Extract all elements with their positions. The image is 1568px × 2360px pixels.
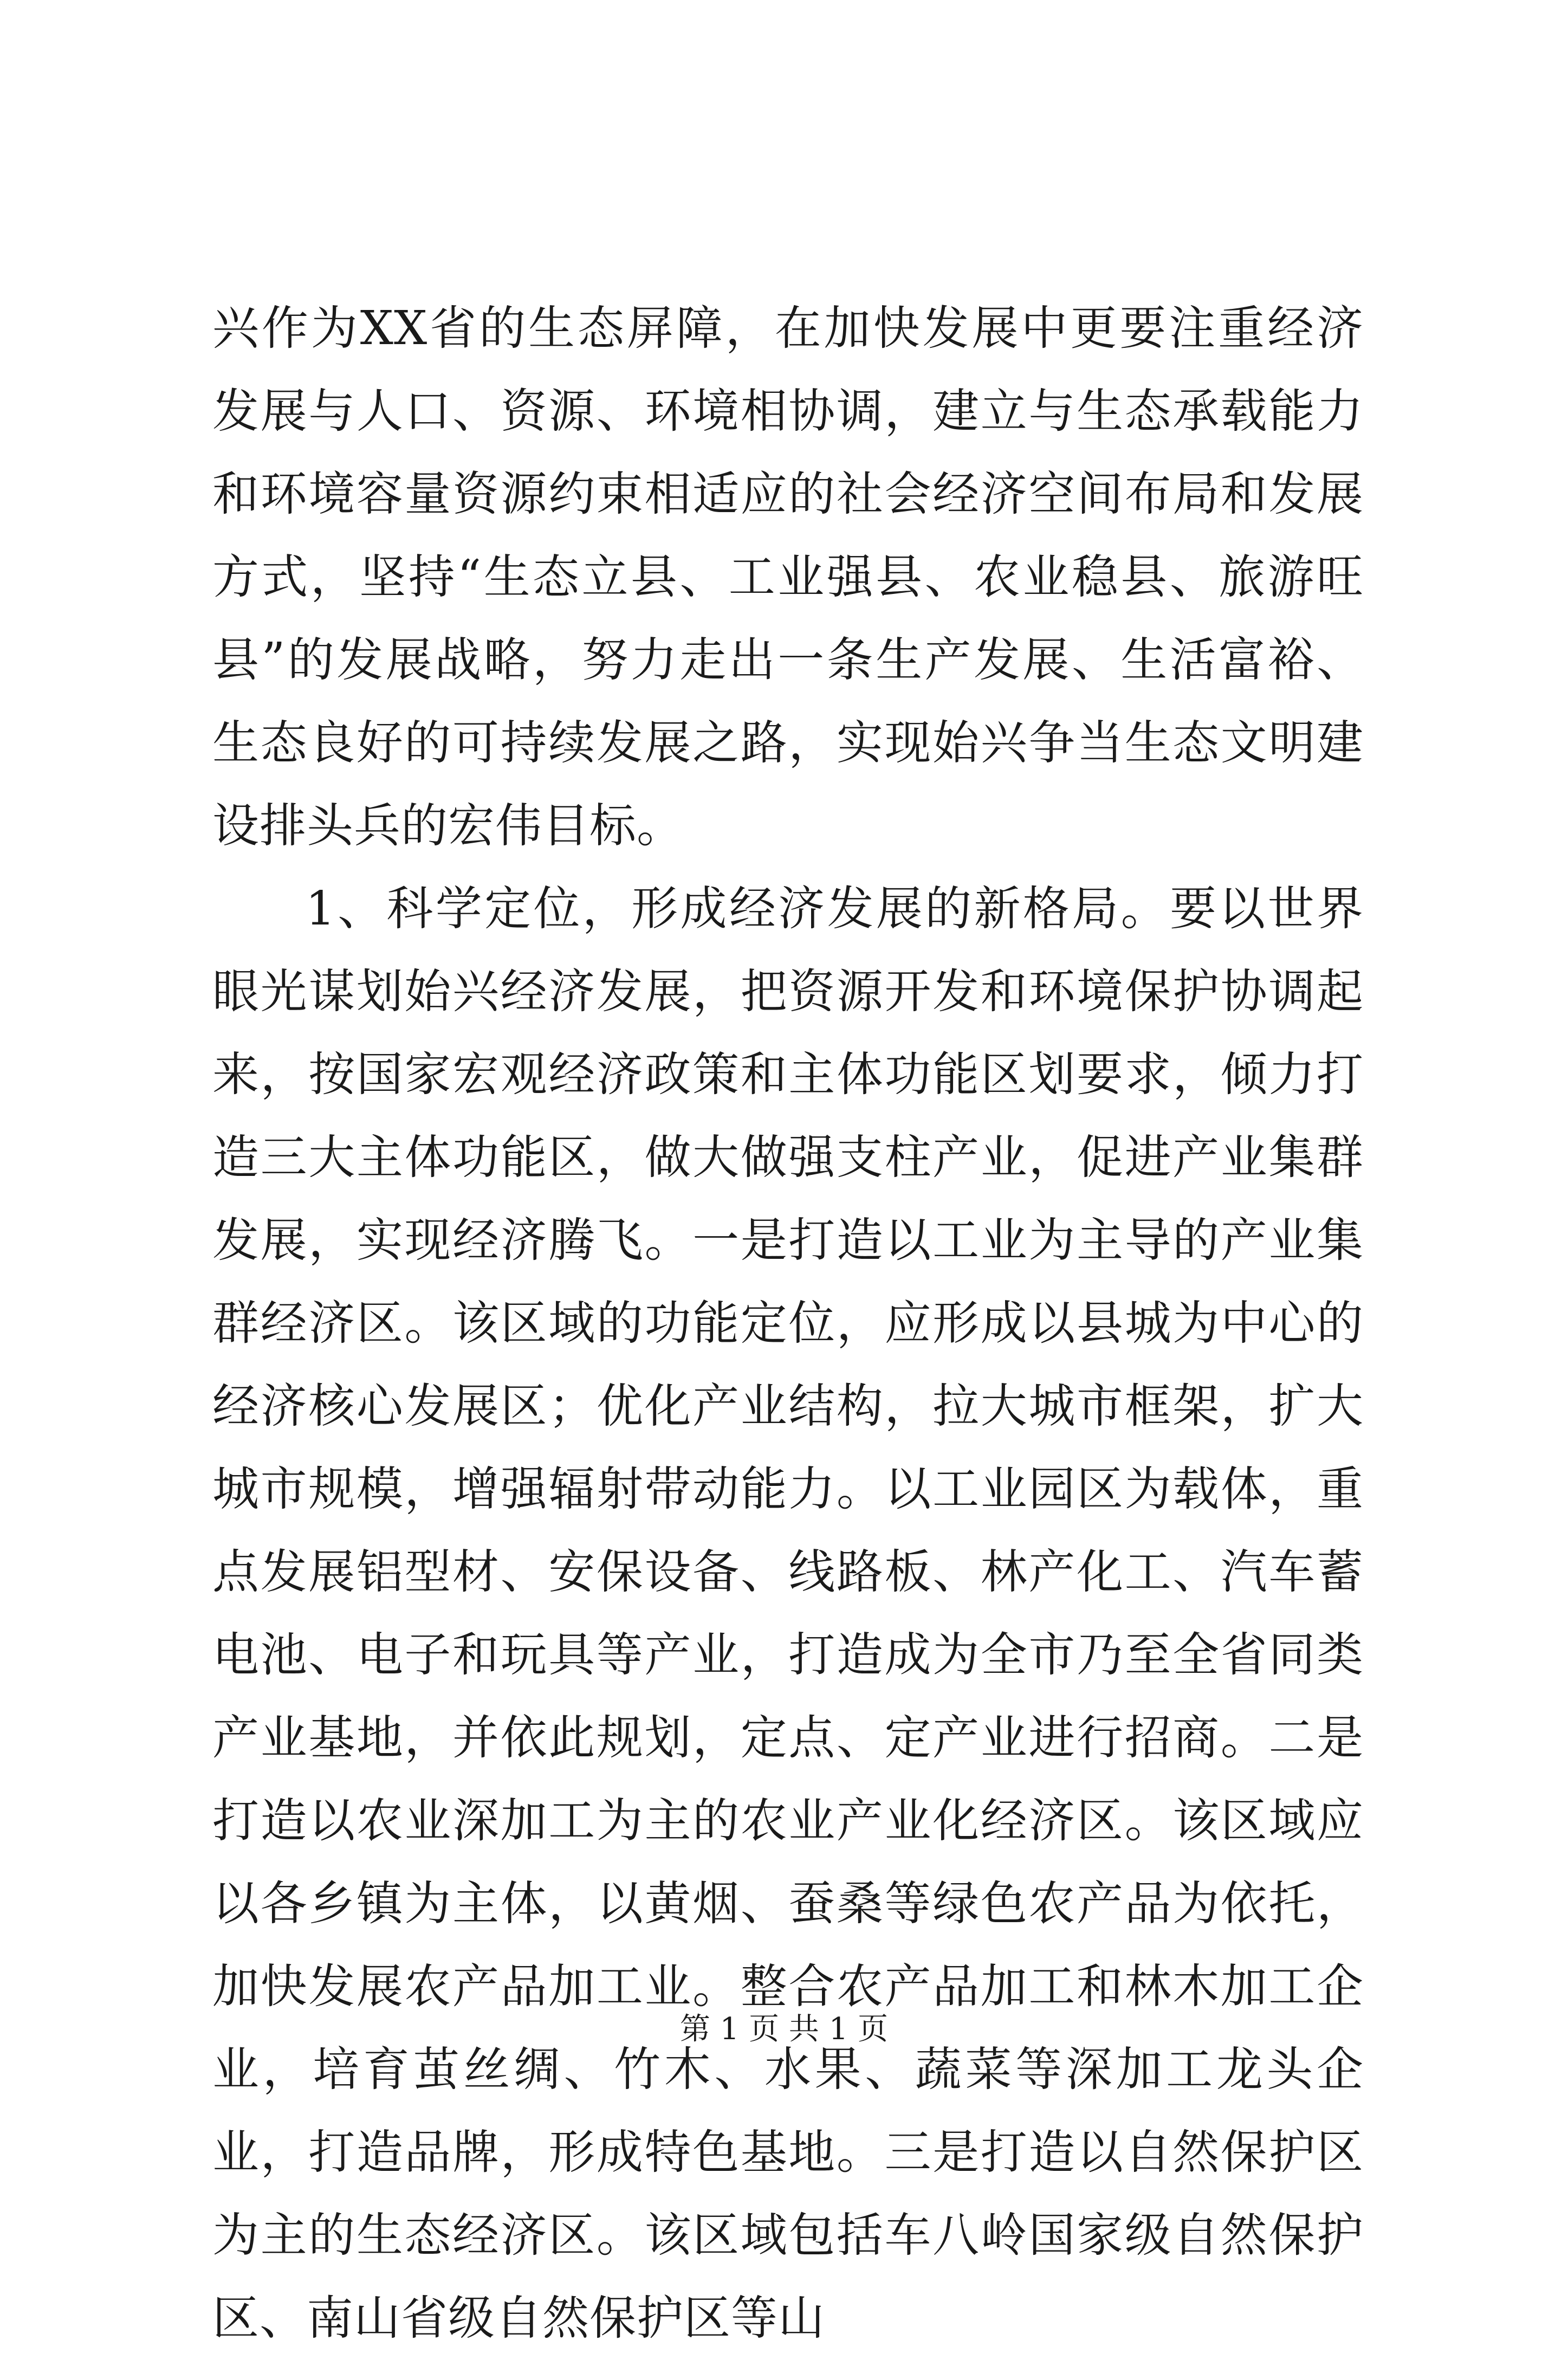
page-number-footer: 第 1 页 共 1 页 xyxy=(679,2012,889,2047)
paragraph-section-1: 1、科学定位，形成经济发展的新格局。要以世界眼光谋划始兴经济发展，把资源开发和环境保护协调起来，按国家宏观经济政策和主体功能区划要求，倾力打造三大主体功能区，做大做强支柱产业，促进产业集群发展，实现经济腾飞。一是打造以工业为主导的产业集群经济区。该区域的功能定位，应形成以县城为中心的经济核心发展区；优化产业结构，拉大城市框架，扩大城市规模，增强辐射带动能力。以工业园区为载体，重点发展铝型材、安保设备、线路板、林产化工、汽车蓄电池、电子和玩具等产业，打造成为全市乃至全省同类产业基地，并依此规划，定点、定产业进行招商。二是打造以农业深加工为主的农业产业化经济区。该区域应以各乡镇为主体，以黄烟、蚕桑等绿色农产品为依托，加快发展农产品加工业。整合农产品加工和林木加工企业，培育茧丝绸、竹木、水果、蔬菜等深加工龙头企业，打造品牌，形成特色基地。三是打造以自然保护区为主的生态经济区。该区域包括车八岭国家级自然保护区、南山省级自然保护区等山 xyxy=(212,882,1364,2345)
document-body xyxy=(212,287,1364,2360)
paragraph-continuation: 兴作为XX省的生态屏障，在加快发展中更要注重经济发展与人口、资源、环境相协调，建立与生态承载能力和环境容量资源约束相适应的社会经济空间布局和发展方式，坚持“生态立县、工业强县、农业稳县、旅游旺县”的发展战略，努力走出一条生产发展、生活富裕、生态良好的可持续发展之路，实现始兴争当生态文明建设排头兵的宏伟目标。 xyxy=(212,301,1364,853)
